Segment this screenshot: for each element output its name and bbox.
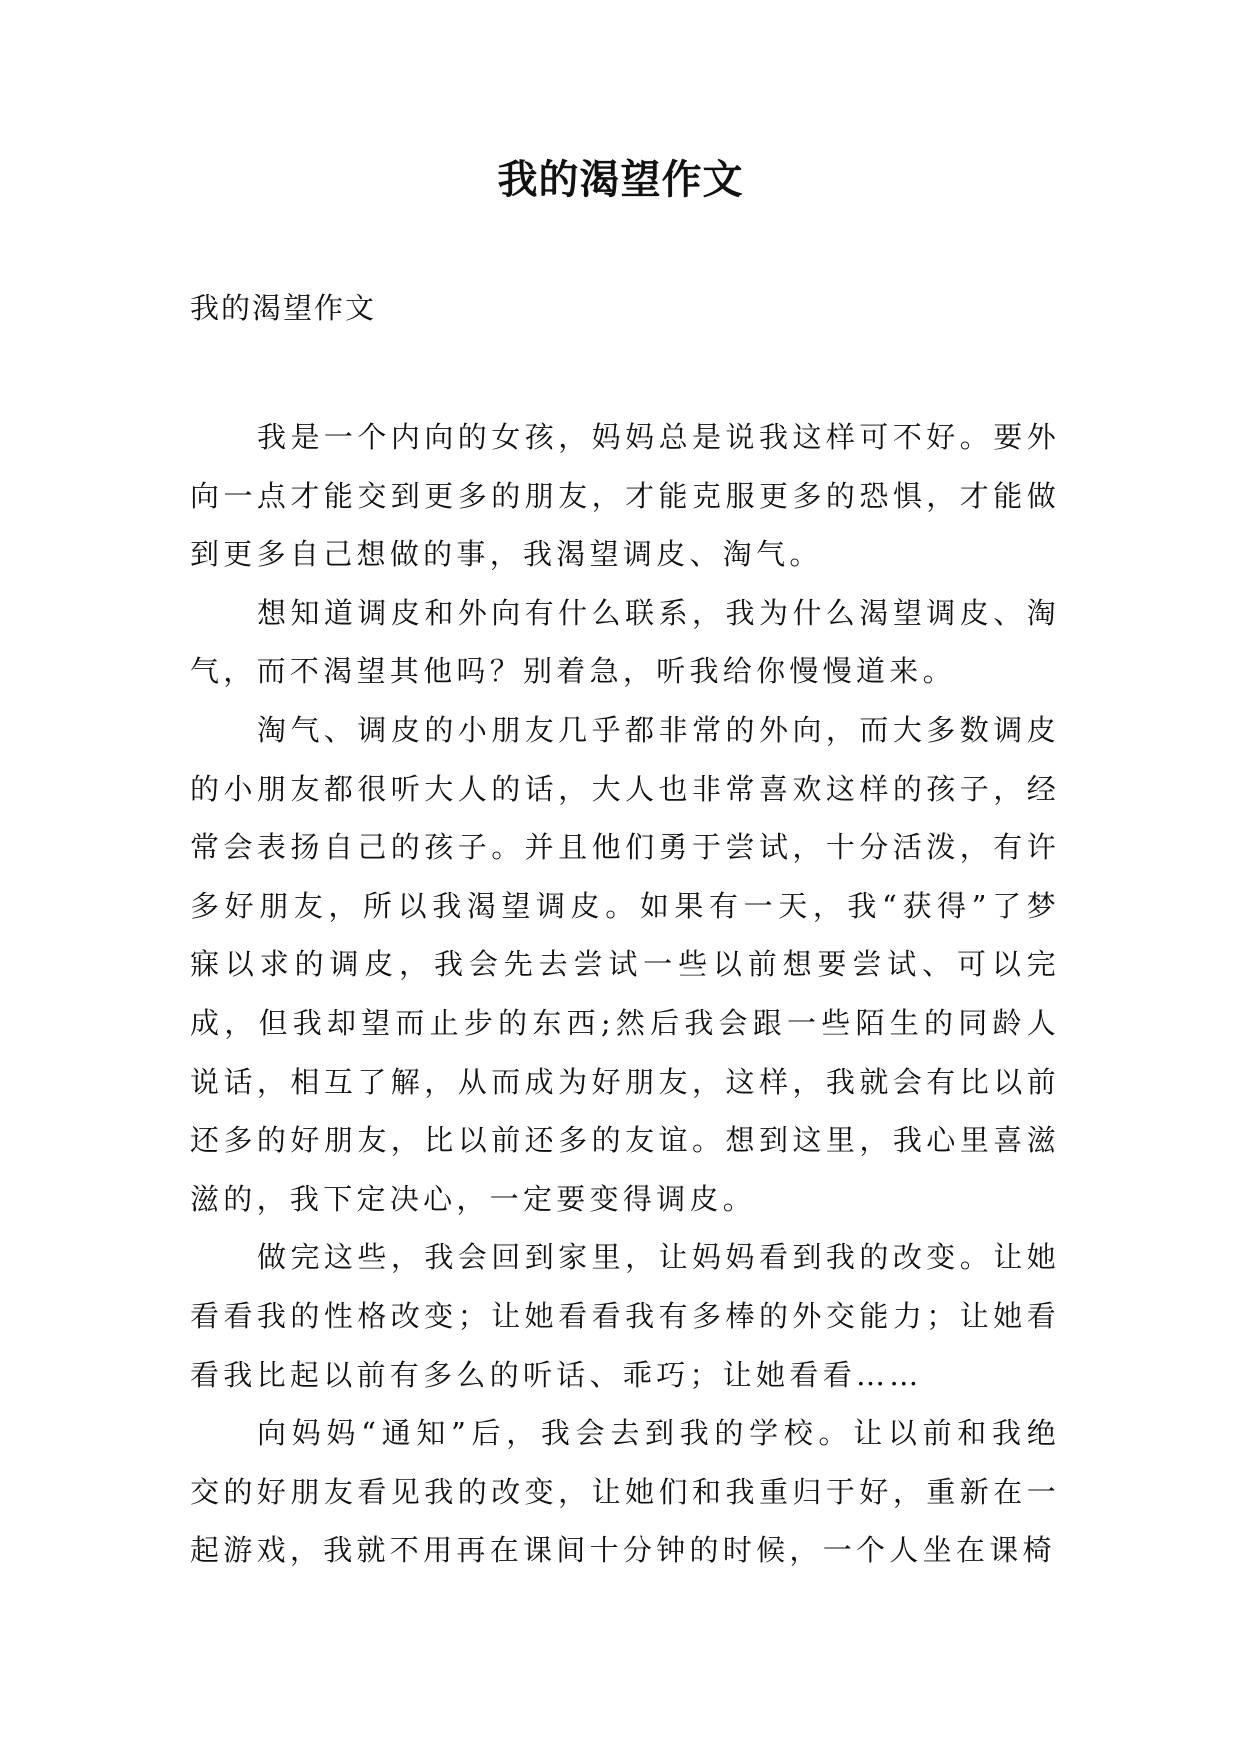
document-subtitle: 我的渴望作文 xyxy=(190,291,377,325)
document-body xyxy=(190,408,1060,1580)
paragraph: 淘气、调皮的小朋友几乎都非常的外向，而大多数调皮的小朋友都很听大人的话，大人也非常喜欢这样的孩子，经常会表扬自己的孩子。并且他们勇于尝试，十分活泼，有许多好朋友，所以我渴望调皮。如果有一天，我“获得”了梦寐以求的调皮，我会先去尝试一些以前想要尝试、可以完成，但我却望而止步的东西;然后我会跟一些陌生的同龄人说话，相互了解，从而成为好朋友，这样，我就会有比以前还多的好朋友，比以前还多的友谊。想到这里，我心里喜滋滋的，我下定决心，一定要变得调皮。 xyxy=(190,712,1060,1216)
document-title: 我的渴望作文 xyxy=(497,157,744,203)
paragraph: 我是一个内向的女孩，妈妈总是说我这样可不好。要外向一点才能交到更多的朋友，才能克服更多的恐惧，才能做到更多自己想做的事，我渴望调皮、淘气。 xyxy=(190,420,1060,572)
paragraph: 向妈妈“通知”后，我会去到我的学校。让以前和我绝交的好朋友看见我的改变，让她们和我重归于好，重新在一起游戏，我就不用再在课间十分钟的时候，一个人坐在课椅 xyxy=(190,1416,1060,1568)
paragraph: 做完这些，我会回到家里，让妈妈看到我的改变。让她看看我的性格改变；让她看看我有多棒的外交能力；让她看看我比起以前有多么的听话、乖巧；让她看看…… xyxy=(190,1240,1060,1392)
paragraph: 想知道调皮和外向有什么联系，我为什么渴望调皮、淘气，而不渴望其他吗？别着急，听我给你慢慢道来。 xyxy=(190,595,1060,689)
